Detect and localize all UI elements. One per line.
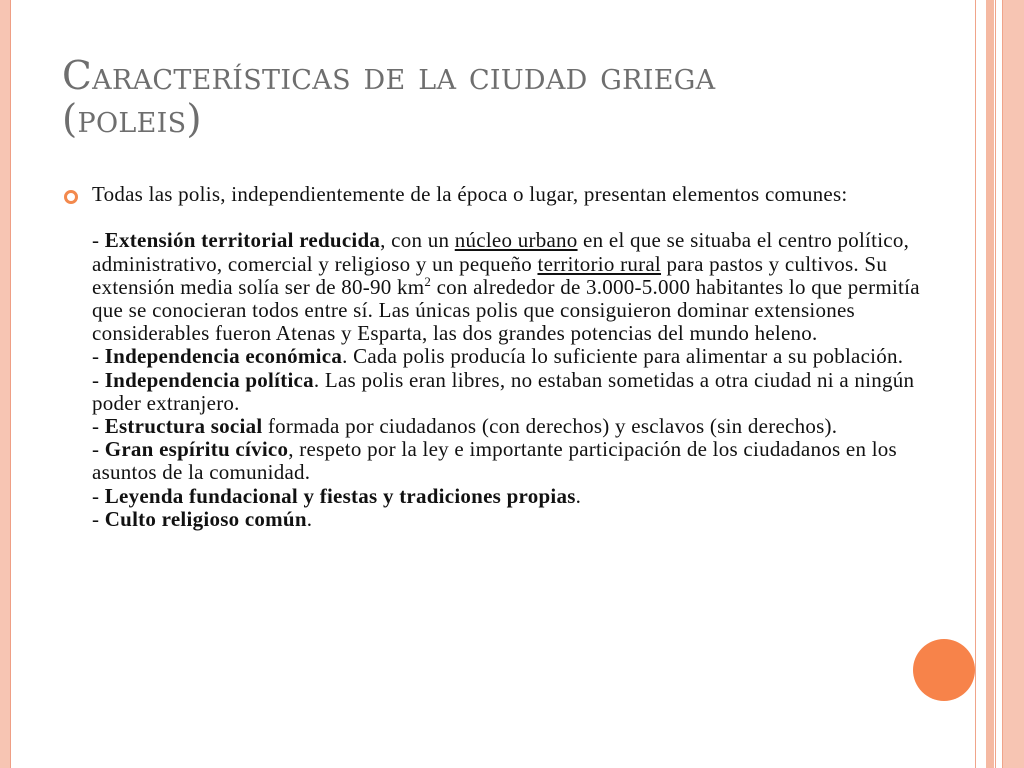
intro-paragraph: Todas las polis, independientemente de la época o lugar, presentan elementos comunes:: [92, 182, 848, 206]
item-text: formada por ciudadanos (con derechos) y esclavos (sin derechos).: [262, 414, 838, 439]
item-dash: -: [92, 483, 105, 508]
underlined-term: núcleo urbano: [454, 228, 578, 253]
item-dash: -: [92, 414, 105, 439]
slide-body: [92, 183, 922, 531]
item-dash: -: [92, 344, 105, 369]
item-text: , respeto por la ley e importante participación de los ciudadanos en los asuntos de la comunidad.: [92, 437, 897, 485]
item-heading: Independencia política: [104, 367, 314, 392]
item-text: en el que se situaba el centro político, administrativo, comercial y religioso y un pequeño: [92, 228, 910, 276]
item-heading: Estructura social: [104, 414, 263, 439]
item-heading: Independencia económica: [104, 344, 343, 369]
item-heading: Culto religioso común: [104, 506, 307, 531]
item-text: .: [575, 483, 582, 508]
right-frame-stripe: [975, 0, 986, 768]
list-item: [92, 229, 922, 345]
left-frame-border: [0, 0, 11, 768]
item-dash: -: [92, 437, 105, 462]
list-item: [92, 369, 922, 415]
slide-title-line1: Características de la ciudad griega: [62, 54, 716, 99]
right-frame-stripe: [995, 0, 1003, 768]
list-item: [92, 345, 922, 368]
item-text: con alrededor de 3.000-5.000 habitantes lo que permitía que se conocieran todos entre sí. Las únicas polis que consiguieron dominar extensiones considerables fueron Atenas y Esparta, las dos grandes potencias del mundo heleno.: [92, 274, 920, 346]
item-text: para pastos y cultivos. Su extensión media solía ser de 80-90 km: [92, 251, 888, 299]
list-item: [92, 508, 922, 531]
item-heading: Extensión territorial reducida: [104, 228, 381, 253]
item-text: .: [306, 506, 313, 531]
item-heading: Leyenda fundacional y fiestas y tradiciones propias: [104, 483, 576, 508]
list-item: [92, 485, 922, 508]
bullet-circle-icon: [64, 190, 78, 204]
item-text: , con un: [380, 228, 455, 253]
paragraph-spacer: [92, 206, 922, 229]
item-text: . Cada polis producía lo suficiente para alimentar a su población.: [342, 344, 904, 369]
list-item: [92, 415, 922, 438]
item-heading: Gran espíritu cívico: [104, 437, 289, 462]
list-item: [92, 438, 922, 484]
right-frame-stripe: [986, 0, 994, 768]
superscript: 2: [424, 273, 432, 289]
item-dash: -: [92, 228, 105, 253]
item-dash: -: [92, 506, 105, 531]
slide-title: [62, 55, 942, 141]
decorative-orange-circle: [913, 639, 975, 701]
right-frame-stripe: [1003, 0, 1024, 768]
slide-title-line2: (poleis): [62, 97, 202, 142]
underlined-term: territorio rural: [537, 251, 662, 276]
item-dash: -: [92, 367, 105, 392]
item-text: . Las polis eran libres, no estaban sometidas a otra ciudad ni a ningún poder extranjero.: [92, 367, 915, 415]
